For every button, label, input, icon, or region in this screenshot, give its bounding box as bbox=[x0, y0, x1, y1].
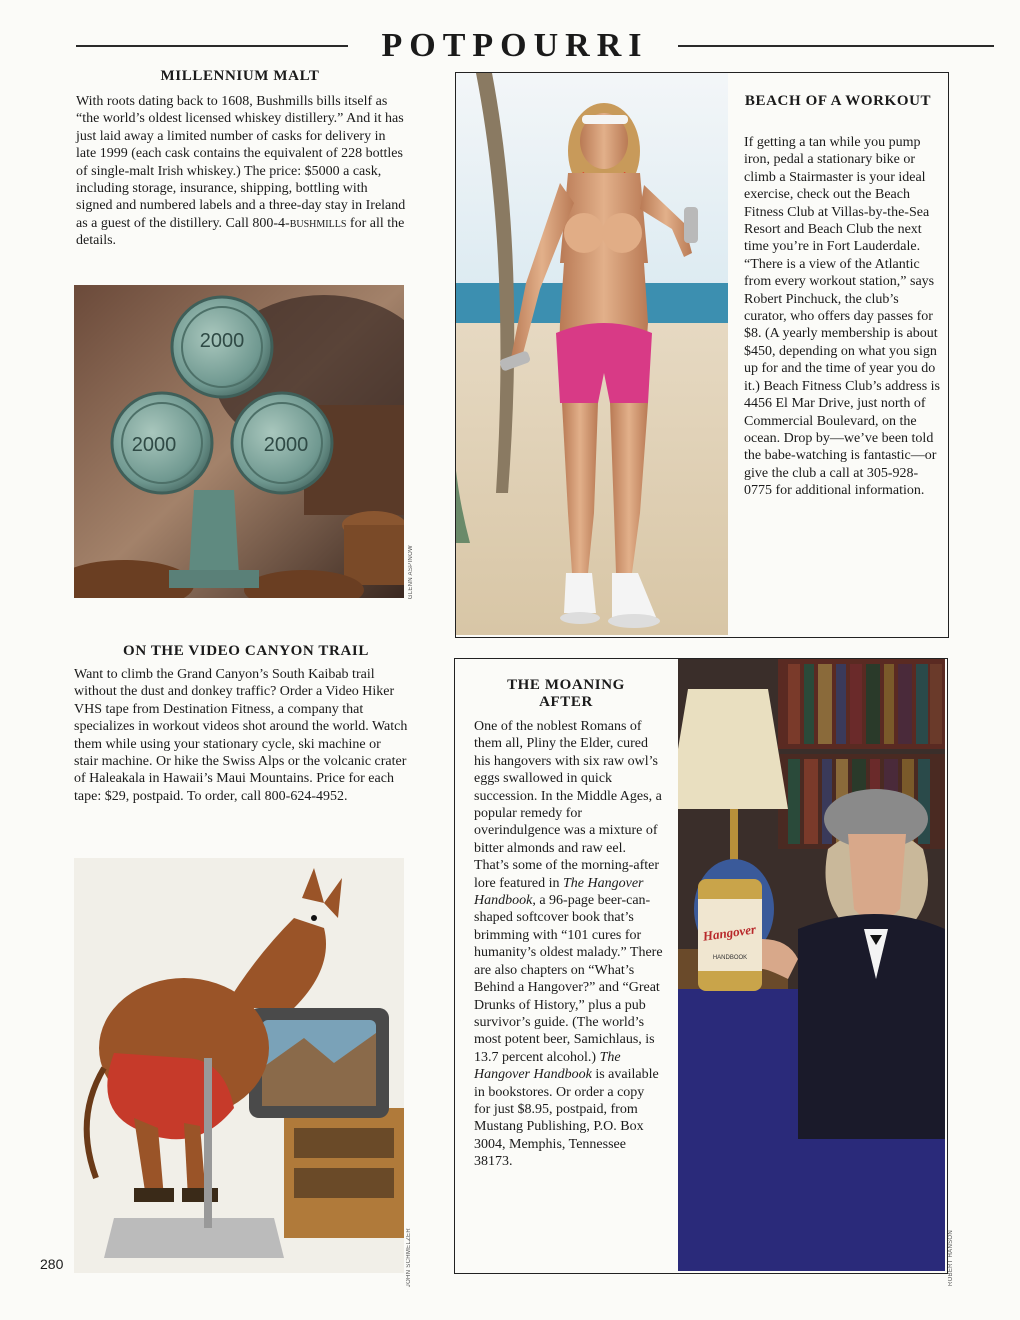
video-body: Want to climb the Grand Canyon’s South Kaibab trail without the dust and donkey traffic? Order a Video Hiker VHS tape from Destination Fitness, a company that specializes in workout videos shot around the world. Watch them while using your stationary cycle, ski machine or stair machine. Or hike the Swiss Alps or the volcanic crater of Haleakala in Hawaii’s Maui Mountains. Price for each tape: $29, postpaid. To order, call 800-624-4952. bbox=[74, 667, 408, 804]
can-label: Hangover bbox=[701, 921, 757, 944]
moaning-heading: THE MOANING AFTER bbox=[507, 677, 625, 710]
can-sublabel: HANDBOOK bbox=[712, 955, 748, 961]
moaning-body: One of the noblest Romans of them all, Pliny the Elder, cured his hangovers with six raw owl’s eggs swallowed in quick succession. In the Middle Ages, a popular remedy for overindulgence was a mixture of bitter almonds and raw eel. That’s some of the morning-after lore featured in The Hangover Handbook, a 96-page beer-can-shaped softcover book that’s brimming with “101 cures for humanity’s oldest malady.” There are also chapters on “What’s Behind a Hangover?” and “Great Drunks of History,” plus a pub survivor’s guide. (The world’s most potent beer, Samichlaus, is 13.7 percent alcohol.) The Hangover Handbook is available in bookstores. Or order a copy for just $8.95, postpaid, from Mustang Publishing, P.O. Box 3004, Memphis, Tennessee 38173. bbox=[474, 719, 663, 1170]
photo-credit: GLENN ASPINOW bbox=[408, 545, 414, 600]
millennium-heading: MILLENNIUM MALT bbox=[160, 68, 320, 84]
section-title: POTPOURRI bbox=[381, 27, 649, 64]
photo-credit: ROBERT HANSON bbox=[948, 1230, 954, 1287]
phone-word: bushmills bbox=[289, 215, 347, 231]
horse-exercise-illustration bbox=[74, 858, 404, 1273]
video-heading: ON THE VIDEO CANYON TRAIL bbox=[123, 643, 369, 659]
barrel-label: 2000 bbox=[199, 330, 245, 352]
book-title: The Hangover Handbook bbox=[474, 875, 644, 909]
photo-credit: JOHN SCHMELZER bbox=[406, 1228, 412, 1288]
hangover-handbook-illustration bbox=[678, 659, 945, 1271]
barrels-illustration bbox=[74, 285, 404, 598]
barrel-label: 2000 bbox=[131, 434, 177, 456]
header-rule-left bbox=[76, 45, 348, 47]
book-title: The Hangover Handbook bbox=[474, 1049, 621, 1083]
page-number: 280 bbox=[40, 1256, 64, 1272]
barrel-label: 2000 bbox=[263, 434, 309, 456]
millennium-body: With roots dating back to 1608, Bushmills bills itself as “the world’s oldest licensed whiskey distillery.” And it has just laid away a limited number of casks for delivery in late 1999 (each cask contains the equivalent of 228 bottles of single-malt Irish whiskey.) The price: $5000 a cask, including storage, insurance, shipping, bottling with signed and numbered labels and a three-day stay in Ireland as a guest of the distillery. Call 800-4-bushmills for all the details. bbox=[76, 94, 406, 249]
beach-body: If getting a tan while you pump iron, pedal a stationary bike or climb a Stairmaster is your ideal exercise, check out the Beach Fitness Club at Villas-by-the-Sea Resort and Beach Club the next time you’re in Fort Lauderdale. “There is a view of the Atlantic from every workout station,” says Robert Pinchuck, the club’s curator, who offers day passes for $8. (A yearly membership is about $450, depending on what you sign up for and the time of year you do it.) Beach Fitness Club’s address is 4456 El Mar Drive, just north of Commercial Boulevard, on the ocean. Drop by—we’ve been told the babe-watching is fantastic—or give the club a call at 305-928-0775 for additional information. bbox=[744, 135, 940, 499]
beach-fitness-photo bbox=[456, 73, 728, 635]
header-rule-right bbox=[678, 45, 994, 47]
beach-heading: BEACH OF A WORKOUT bbox=[744, 93, 932, 109]
